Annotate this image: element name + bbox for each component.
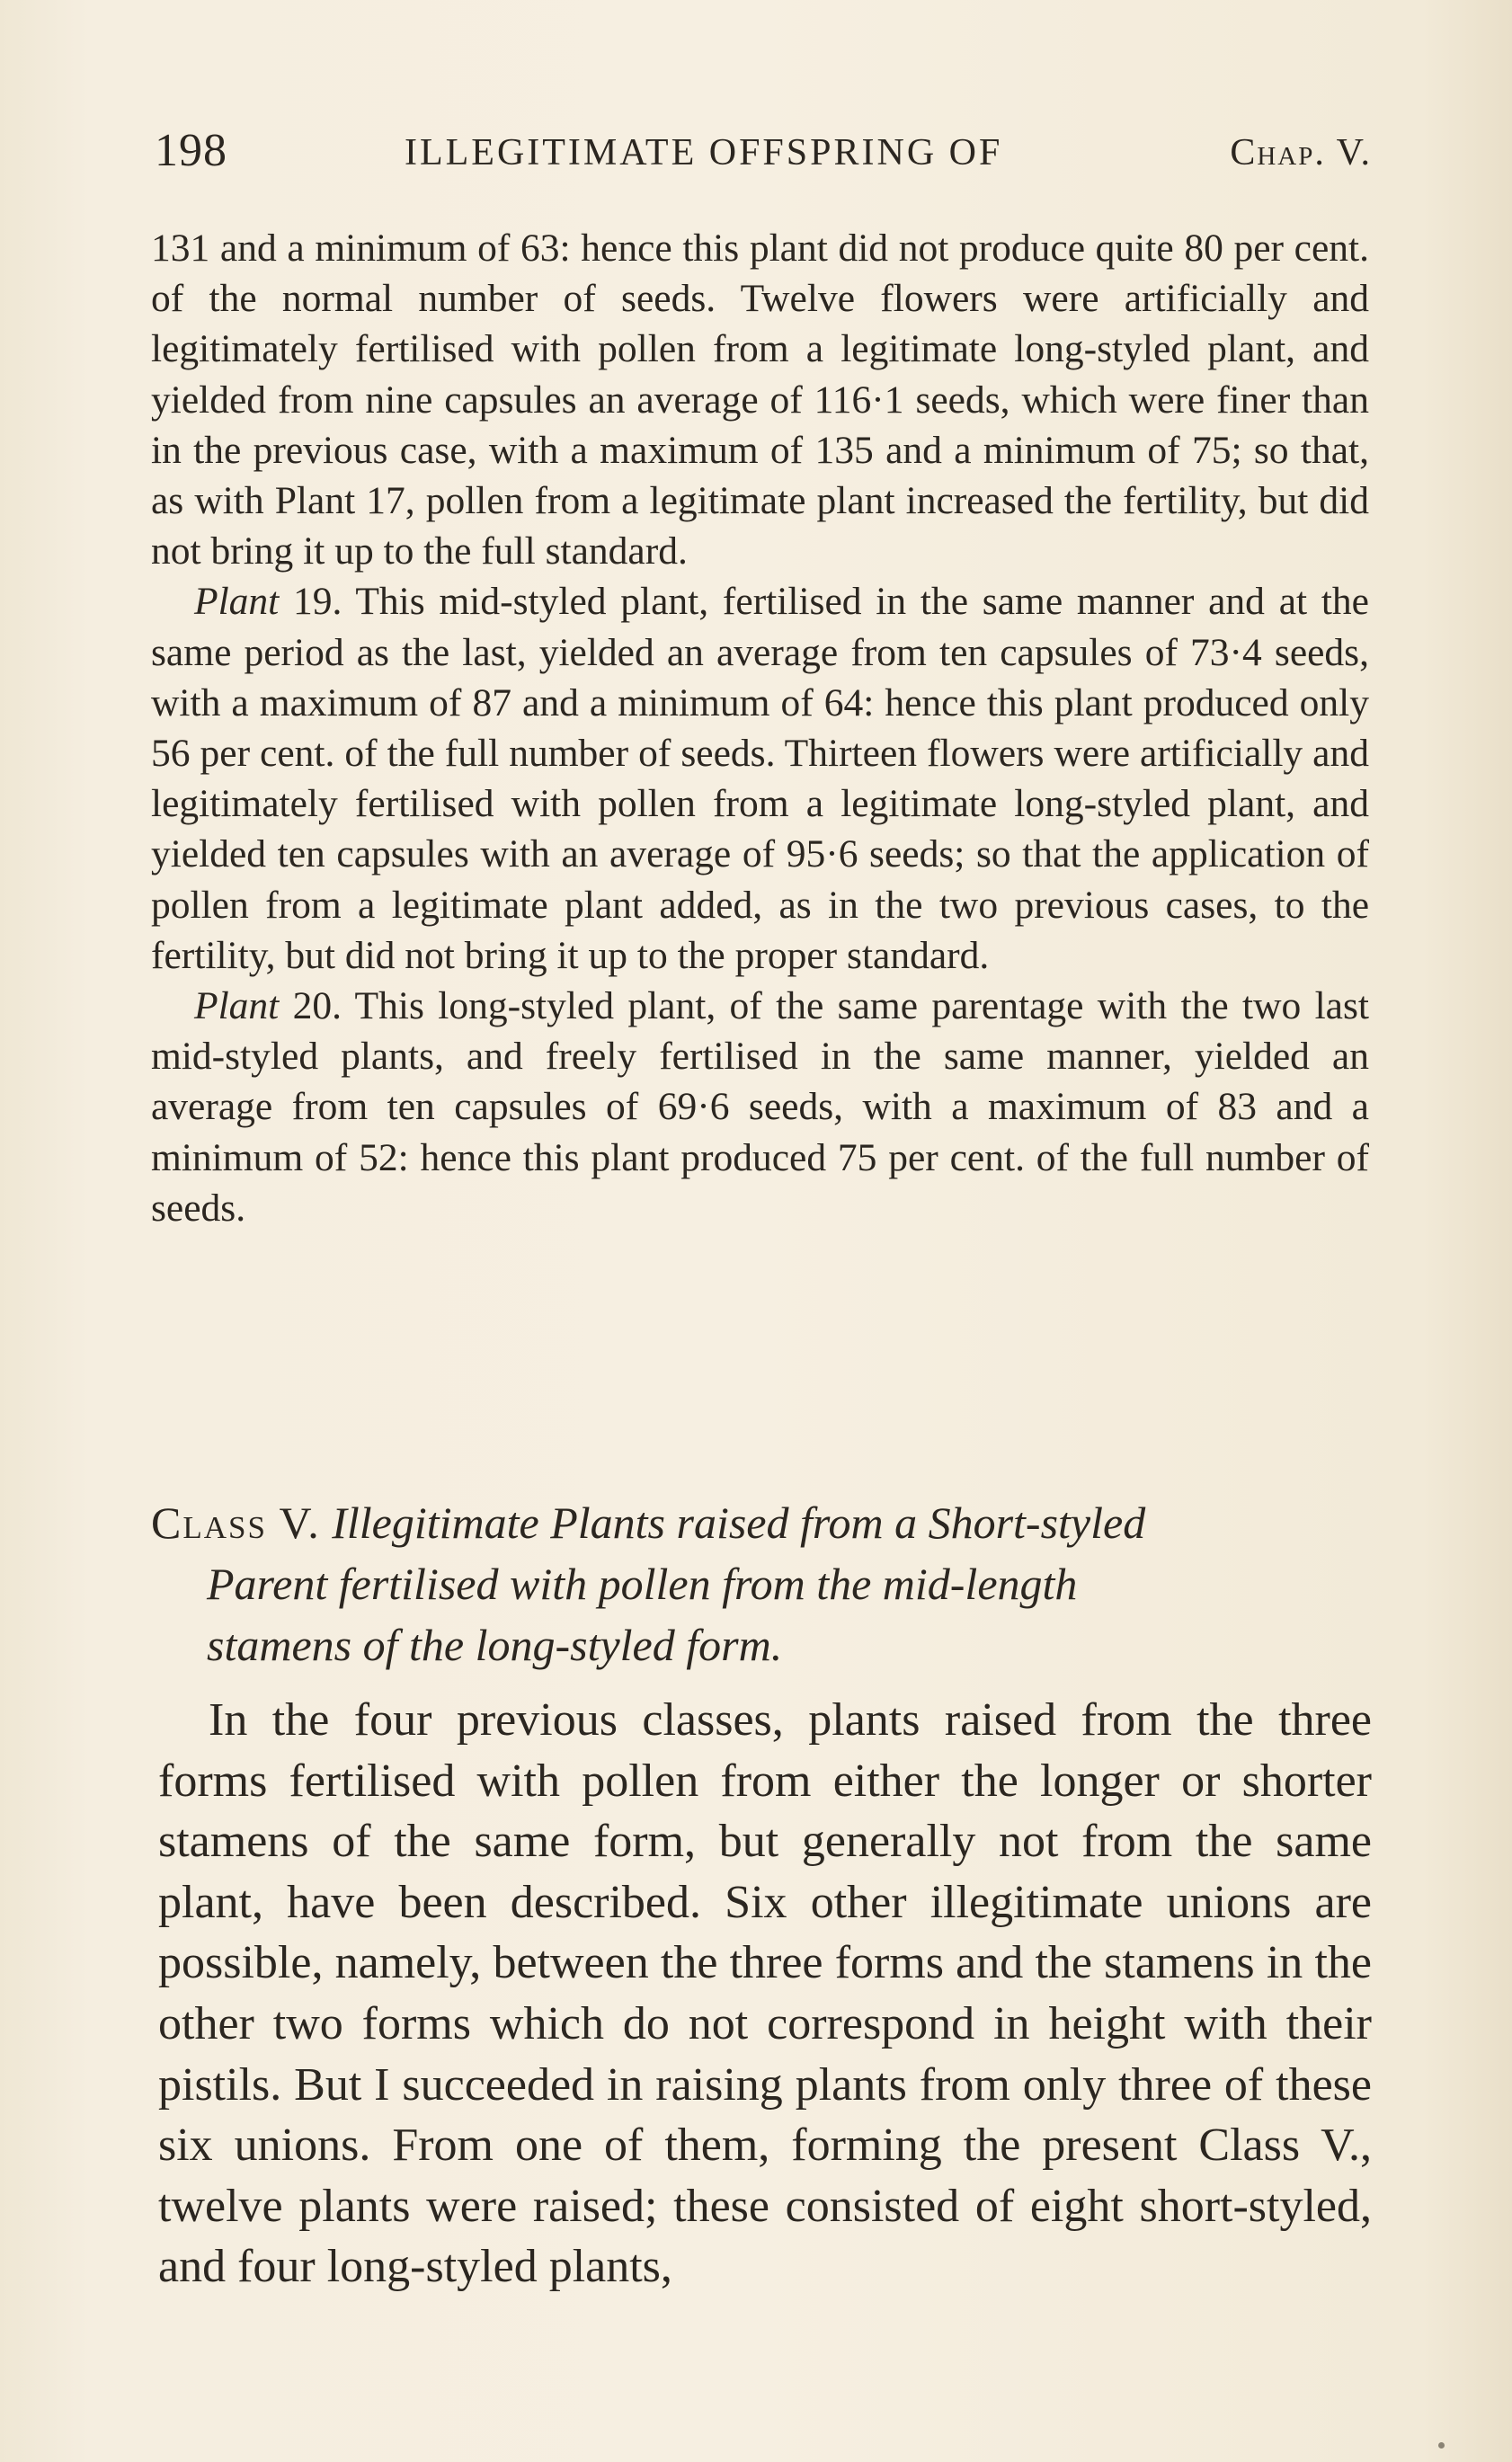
paragraph-text: 19. This mid-styled plant, fertilised in the same manner and at the same period as the last, yielded an average from ten capsules of 73·4 seeds, with a maximum of 87 and a minimum of 64: hence this plant produced only 56 per cent. of the full number of seeds. Thirteen flowers were artificially and legitimately fertilised with pollen from a legitimate long-styled plant, and yielded ten capsules with an average of 95·6 seeds; so that the application of pollen from a legitimate plant added, as in the two previous cases, to the fertility, but did not bring it up to the proper standard. [151, 580, 1369, 977]
main-text-section [158, 1690, 1372, 2298]
plant-label: Plant [194, 580, 280, 624]
class-label: Class V. [151, 1498, 321, 1548]
heading-title-1: Illegitimate Plants raised from a Short-styled [332, 1498, 1146, 1548]
main-paragraph: In the four previous classes, plants raised from the three forms fertilised with pollen from either the longer or shorter stamens of the same form, but generally not from the same plant, have been described. Six other illegitimate unions are possible, namely, between the three forms and the stamens in the other two forms which do not correspond in height with their pistils. But I succeeded in raising plants from only three of these six unions. From one of them, forming the present Class V., twelve plants were raised; these consisted of eight short-styled, and four long-styled plants, [158, 1694, 1372, 2293]
paragraph-continuation: 131 and a minimum of 63: hence this plant did not produce quite 80 per cent. of the normal number of seeds. Twelve flowers were artificially and legitimately fertilised with pollen from a legitimate long-styled plant, and yielded from nine capsules an average of 116·1 seeds, which were finer than in the previous case, with a maximum of 135 and a minimum of 75; so that, as with Plant 17, pollen from a legitimate plant increased the fertility, but did not bring it up to the full standard. [151, 227, 1369, 573]
paragraph-plant-20 [151, 981, 1369, 1233]
heading-line-2: Parent fertilised with pollen from the mid-length [207, 1559, 1078, 1609]
section-heading [151, 1492, 1372, 1675]
paragraph-text: 20. This long-styled plant, of the same parentage with the two last mid-styled plants, and freely fertilised in the same manner, yielded an average from ten capsules of 69·6 seeds, with a maximum of 83 and a minimum of 52: hence this plant produced 75 per cent. of the full number of seeds. [151, 984, 1369, 1230]
page-speck [1438, 2442, 1445, 2449]
page-number: 198 [155, 125, 227, 176]
page-header [151, 124, 1372, 187]
plant-label: Plant [194, 984, 280, 1028]
running-title: ILLEGITIMATE OFFSPRING OF [405, 132, 1003, 173]
heading-line-1 [151, 1492, 1372, 1553]
heading-line-3: stamens of the long-styled form. [207, 1620, 783, 1670]
paragraph-plant-19 [151, 576, 1369, 981]
small-print-section [151, 223, 1369, 1233]
chapter-label: Chap. V. [1230, 132, 1372, 173]
